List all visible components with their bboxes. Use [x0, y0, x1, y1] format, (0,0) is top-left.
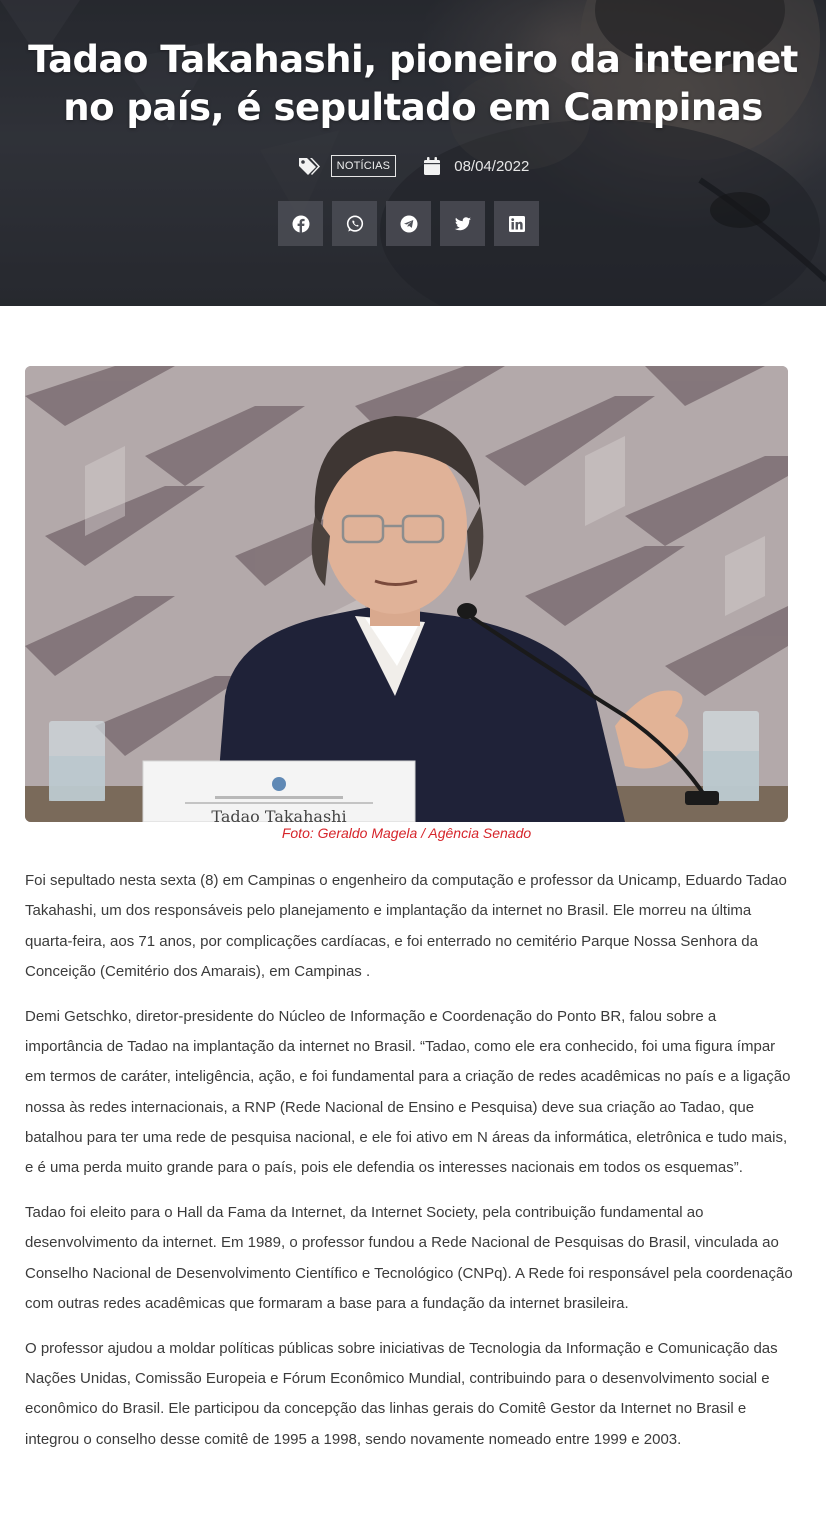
share-buttons — [278, 201, 539, 246]
share-linkedin-button[interactable] — [494, 201, 539, 246]
article-paragraph: Tadao foi eleito para o Hall da Fama da Internet, da Internet Society, pela contribuição fundamental ao desenvolvimento da internet. Em 1989, o professor fundou a Rede Nacional de Pesquisas do Brasil, vinculada ao Conselho Nacional de Desenvolvimento Científico e Tecnológico (CNPq). A Rede foi responsável pela coordenação com outras redes acadêmicas que formaram a base para a fundação da internet brasileira. — [25, 1203, 793, 1312]
article-body — [25, 866, 793, 1469]
share-facebook-button[interactable] — [278, 201, 323, 246]
share-whatsapp-button[interactable] — [332, 201, 377, 246]
post-meta — [0, 153, 826, 179]
article-paragraph: Demi Getschko, diretor-presidente do Núcleo de Informação e Coordenação do Ponto BR, falou sobre a importância de Tadao na implantação da internet no Brasil. “Tadao, como ele era conhecido, foi uma figura ímpar em termos de caráter, inteligência, ação, e foi fundamental para a criação de redes acadêmicas no país e a ligação nossa às redes internacionais, a RNP (Rede Nacional de Ensino e Pesquisa) deve sua criação ao Tadao, que batalhou para ter uma rede de pesquisa nacional, e ele foi ativo em N áreas da informática, eletrônica e tudo mais, e é uma perda muito grande para o país, pois ele defendia os interesses nacionais em todos os esquemas”. — [25, 1007, 791, 1177]
article-hero — [0, 0, 826, 306]
tags-icon — [297, 156, 321, 176]
nameplate-text: Tadao Takahashi — [211, 807, 347, 822]
article-paragraph: O professor ajudou a moldar políticas públicas sobre iniciativas de Tecnologia da Informação e Comunicação das Nações Unidas, Comissão Europeia e Fórum Econômico Mundial, contribuindo para o desenvolvimento social e econômico do Brasil. Ele participou da concepção das linhas gerais do Comitê Gestor da Internet no Brasil e integrou o conselho desse comitê de 1995 a 1998, sendo novamente nomeado entre 1999 e 2003. — [25, 1339, 778, 1448]
share-twitter-button[interactable] — [440, 201, 485, 246]
telegram-icon — [400, 215, 418, 233]
post-date: 08/04/2022 — [454, 157, 530, 175]
twitter-icon — [454, 215, 472, 233]
page-title: Tadao Takahashi, pioneiro da internet no país, é sepultado em Campinas — [28, 38, 798, 129]
category-badge[interactable]: NOTÍCIAS — [331, 155, 397, 177]
linkedin-icon — [508, 215, 526, 233]
article-paragraph: Foi sepultado nesta sexta (8) em Campinas o engenheiro da computação e professor da Unicamp, Eduardo Tadao Takahashi, um dos responsáveis pelo planejamento e implantação da internet no Brasil. Ele morreu na última quarta-feira, aos 71 anos, por complicações cardíacas, e foi enterrado no cemitério Parque Nossa Senhora da Conceição (Cemitério dos Amarais), em Campinas . — [25, 872, 787, 980]
article-featured-photo — [25, 366, 788, 822]
calendar-icon — [424, 157, 440, 175]
facebook-icon — [292, 215, 310, 233]
whatsapp-icon — [346, 215, 364, 233]
share-telegram-button[interactable] — [386, 201, 431, 246]
photo-caption: Foto: Geraldo Magela / Agência Senado — [281, 825, 532, 841]
